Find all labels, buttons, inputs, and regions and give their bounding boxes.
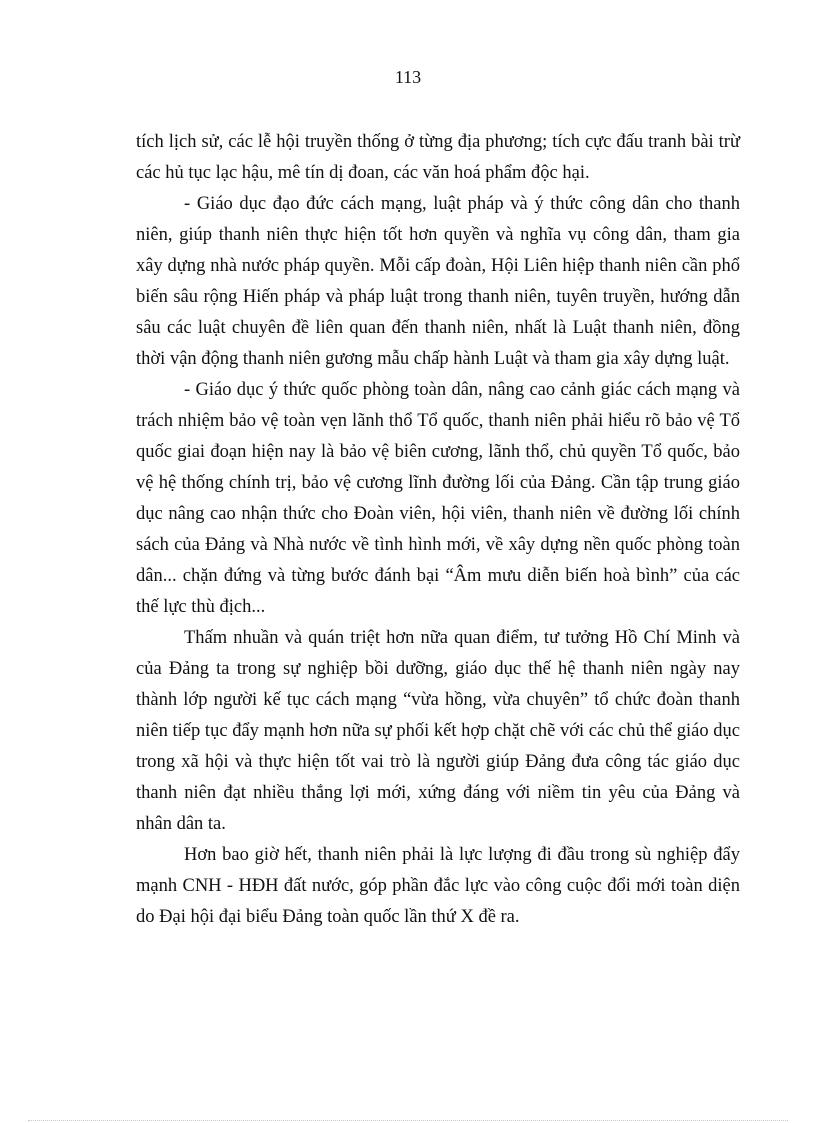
document-body: [136, 127, 740, 933]
paragraph-youth-vanguard: Hơn bao giờ hết, thanh niên phải là lực lượng đi đầu trong sù nghiệp đẩy mạnh CNH - HĐH đất nước, góp phần đắc lực vào công cuộc đổi mới toàn diện do Đại hội đại biểu Đảng toàn quốc lần thứ X đề ra.: [136, 845, 740, 927]
paragraph-national-defense-education: - Giáo dục ý thức quốc phòng toàn dân, nâng cao cảnh giác cách mạng và trách nhiệm bảo vệ toàn vẹn lãnh thổ Tổ quốc, thanh niên phải hiểu rõ bảo vệ Tổ quốc giai đoạn hiện nay là bảo vệ biên cương, lãnh thổ, chủ quyền Tổ quốc, bảo vệ hệ thống chính trị, bảo vệ cương lĩnh đường lối của Đảng. Cần tập trung giáo dục nâng cao nhận thức cho Đoàn viên, hội viên, thanh niên về đường lối chính sách của Đảng và Nhà nước về tình hình mới, về xây dựng nền quốc phòng toàn dân... chặn đứng và từng bước đánh bại “Âm mưu diễn biến hoà bình” của các thế lực thù địch...: [136, 380, 740, 617]
page-number: 113: [394, 67, 422, 87]
page-bottom-divider: [28, 1120, 788, 1121]
paragraph-moral-legal-education: - Giáo dục đạo đức cách mạng, luật pháp và ý thức công dân cho thanh niên, giúp thanh niên thực hiện tốt hơn quyền và nghĩa vụ công dân, tham gia xây dựng nhà nước pháp quyền. Mỗi cấp đoàn, Hội Liên hiệp thanh niên cần phổ biến sâu rộng Hiến pháp và pháp luật trong thanh niên, tuyên truyền, hướng dẫn sâu các luật chuyên đề liên quan đến thanh niên, nhất là Luật thanh niên, đồng thời vận động thanh niên gương mẫu chấp hành Luật và tham gia xây dựng luật.: [136, 194, 740, 369]
paragraph-ho-chi-minh-ideology: Thấm nhuần và quán triệt hơn nữa quan điểm, tư tưởng Hồ Chí Minh và của Đảng ta trong sự nghiệp bồi dưỡng, giáo dục thế hệ thanh niên ngày nay thành lớp người kế tục cách mạng “vừa hồng, vừa chuyên” tổ chức đoàn thanh niên tiếp tục đẩy mạnh hơn nữa sự phối kết hợp chặt chẽ với các chủ thể giáo dục trong xã hội và thực hiện tốt vai trò là người giúp Đảng đưa công tác giáo dục thanh niên đạt nhiều thắng lợi mới, xứng đáng với niềm tin yêu của Đảng và nhân dân ta.: [136, 628, 740, 834]
paragraph-continuation: tích lịch sử, các lễ hội truyền thống ở từng địa phương; tích cực đấu tranh bài trừ các hủ tục lạc hậu, mê tín dị đoan, các văn hoá phẩm độc hại.: [136, 132, 740, 183]
